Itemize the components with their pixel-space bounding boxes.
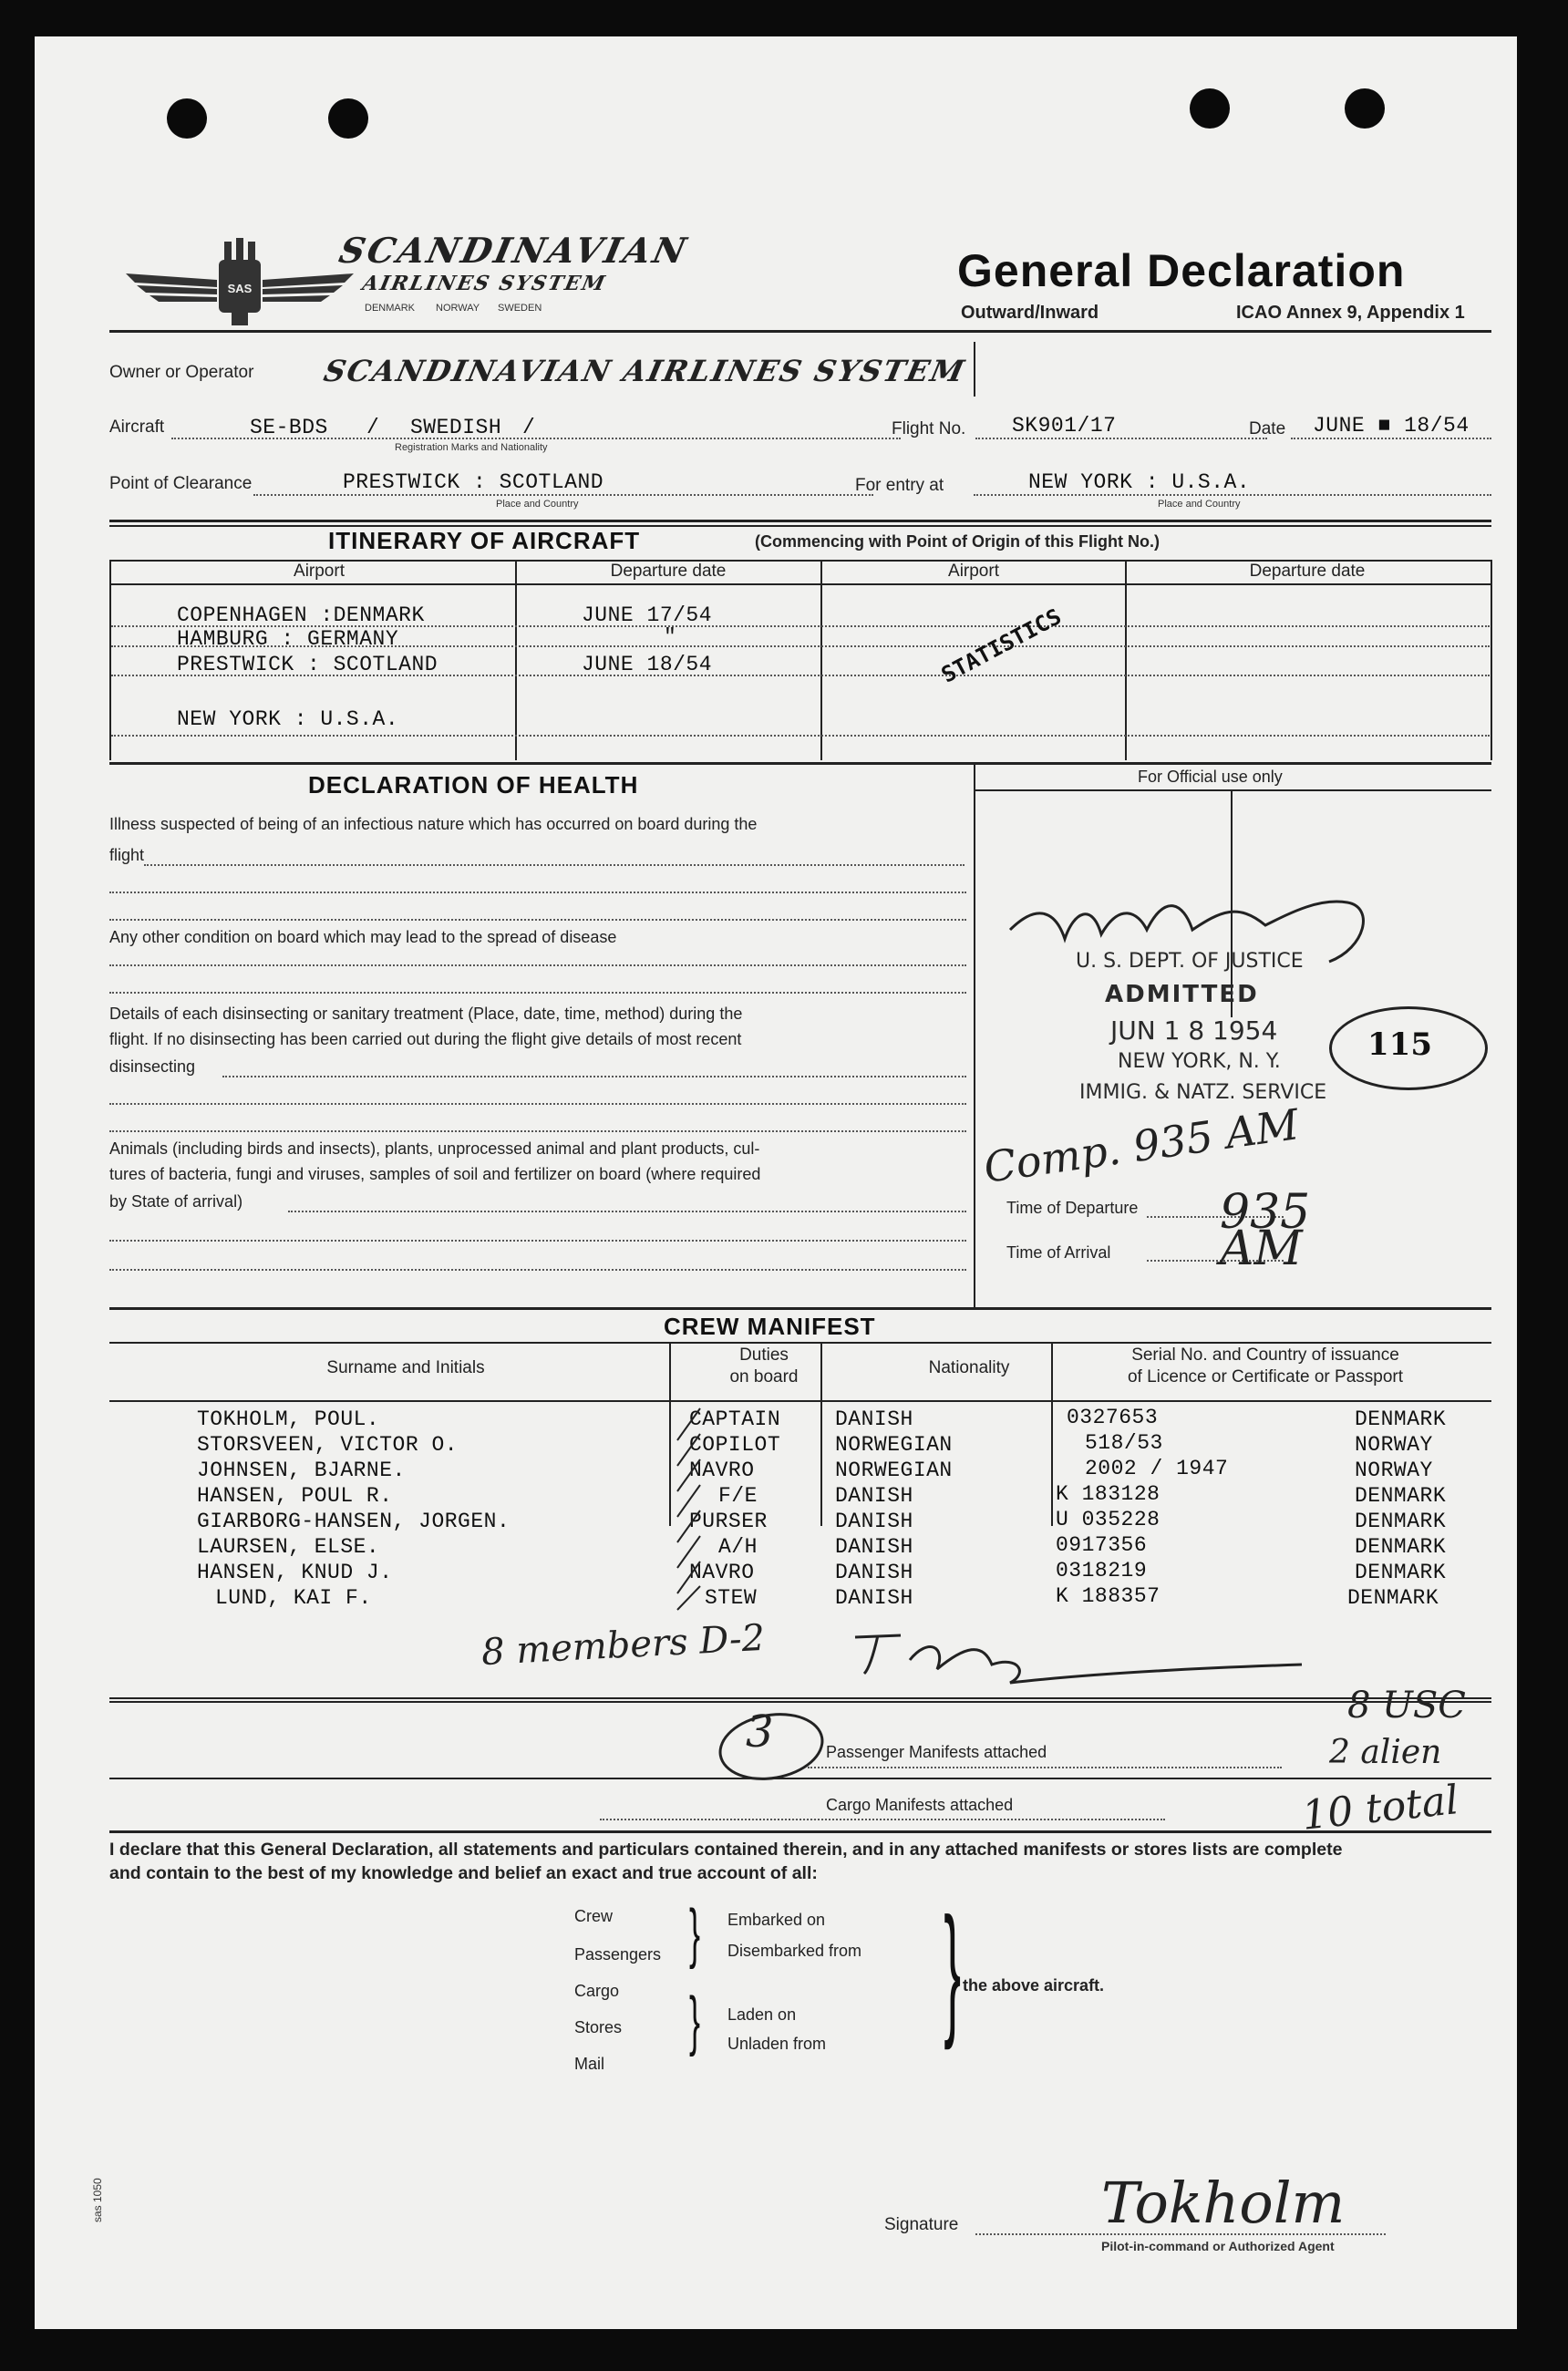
- signature-label: Signature: [884, 2215, 959, 2234]
- form-code: sas 1050: [91, 2178, 104, 2222]
- itinerary-rule: [109, 525, 1491, 527]
- crew-serial: K 183128: [1056, 1482, 1161, 1506]
- crew-nationality: DANISH: [835, 1561, 913, 1584]
- itinerary-airport: HAMBURG : GERMANY: [177, 627, 399, 651]
- itinerary-col: [1125, 560, 1127, 760]
- crew-title: CREW MANIFEST: [664, 1313, 876, 1340]
- health-answer-line: [109, 1240, 966, 1242]
- entry-line: [974, 494, 1491, 496]
- crew-duty: F/E: [718, 1484, 758, 1508]
- itinerary-date: ": [664, 625, 677, 649]
- form-title: General Declaration: [957, 245, 1406, 296]
- cargo-rule: [109, 1778, 1491, 1779]
- crew-name: JOHNSEN, BJARNE.: [197, 1459, 406, 1482]
- crew-header-serial: of Licence or Certificate or Passport: [1127, 1367, 1404, 1387]
- health-question: flight: [109, 846, 145, 864]
- crew-country: DENMARK: [1355, 1535, 1447, 1559]
- itinerary-date: JUNE 18/54: [582, 653, 713, 676]
- header-rule: [109, 330, 1491, 333]
- health-answer-line: [109, 1103, 966, 1105]
- itinerary-col: [820, 560, 822, 760]
- crew-col: [1051, 1342, 1053, 1526]
- passenger-rule: [109, 1697, 1491, 1699]
- declaration-rule: [109, 1830, 1491, 1833]
- crew-header-serial: Serial No. and Country of issuance: [1131, 1345, 1399, 1365]
- crew-duty: CAPTAIN: [689, 1407, 781, 1431]
- crew-name: LUND, KAI F.: [215, 1586, 372, 1610]
- manifest-note-total: 10 total: [1299, 1777, 1461, 1840]
- crew-serial: 518/53: [1085, 1431, 1163, 1455]
- crew-duty: A/H: [718, 1535, 758, 1559]
- crew-handwritten-note: 8 members D-2: [480, 1616, 767, 1675]
- declaration-item-stores: Stores: [574, 2018, 623, 2036]
- above-aircraft: the above aircraft.: [963, 1976, 1105, 1995]
- aircraft-caption: Registration Marks and Nationality: [395, 442, 548, 453]
- entry-value: NEW YORK : U.S.A.: [1028, 470, 1251, 494]
- itinerary-header-bottom: [109, 583, 1491, 585]
- itinerary-header-airport: Airport: [294, 562, 345, 581]
- cargo-line: [600, 1819, 1165, 1820]
- itinerary-col: [515, 560, 517, 760]
- cargo-label: Cargo Manifests attached: [826, 1796, 1014, 1814]
- admitted-stamp-city: NEW YORK, N. Y.: [1118, 1050, 1281, 1073]
- brace-icon: }: [689, 1897, 701, 1970]
- airline-subname: AIRLINES SYSTEM: [360, 272, 609, 295]
- owner-label: Owner or Operator: [109, 363, 254, 382]
- clearance-label: Point of Clearance: [109, 474, 253, 493]
- clearance-line: [253, 494, 873, 496]
- declaration-item-crew: Crew: [574, 1907, 614, 1925]
- passenger-line: [808, 1767, 1282, 1768]
- arrival-label: Time of Arrival: [1006, 1243, 1111, 1262]
- admitted-stamp-service: IMMIG. & NATZ. SERVICE: [1079, 1081, 1327, 1104]
- crew-duty: PURSER: [689, 1510, 768, 1533]
- crew-serial: 0318219: [1056, 1559, 1148, 1582]
- brace-icon: }: [944, 1887, 962, 2050]
- owner-divider: [974, 342, 975, 397]
- crew-header-nationality: Nationality: [928, 1358, 1010, 1377]
- crew-col: [669, 1342, 671, 1526]
- clearance-value: PRESTWICK : SCOTLAND: [343, 470, 604, 494]
- itinerary-header-departure: Departure date: [610, 562, 727, 581]
- manifest-note-alien: 2 alien: [1329, 1734, 1442, 1771]
- crew-header-bottom: [109, 1400, 1491, 1402]
- crew-country: NORWAY: [1355, 1459, 1433, 1482]
- crew-country: DENMARK: [1355, 1484, 1447, 1508]
- health-question: Animals (including birds and insects), plants, unprocessed animal and plant products, cul-: [109, 1139, 760, 1158]
- crew-country: DENMARK: [1355, 1561, 1447, 1584]
- date-label: Date: [1249, 419, 1286, 438]
- punch-hole: [1190, 88, 1230, 129]
- passenger-count-circle: [714, 1705, 830, 1788]
- health-question: Illness suspected of being of an infectious nature which has occurred on board during the: [109, 815, 758, 833]
- crew-nationality: DANISH: [835, 1535, 913, 1559]
- health-title: DECLARATION OF HEALTH: [308, 771, 639, 799]
- declaration-text: I declare that this General Declaration, all statements and particulars contained therein, and in any attached manifests or stores lists are complete: [109, 1840, 1343, 1860]
- unladen-from: Unladen from: [727, 2035, 827, 2053]
- captain-signature: Tokholm: [1101, 2170, 1346, 2236]
- crew-header-top: [109, 1342, 1491, 1344]
- health-answer-line: [109, 892, 966, 893]
- declaration-item-cargo: Cargo: [574, 1982, 620, 2000]
- crew-duty: STEW: [705, 1586, 758, 1610]
- health-question: tures of bacteria, fungi and viruses, samples of soil and fertilizer on board (where required: [109, 1165, 761, 1183]
- date-value: JUNE ■ 18/54: [1313, 414, 1470, 438]
- crew-note-signature: [846, 1619, 1320, 1692]
- crew-serial: K 188357: [1056, 1584, 1161, 1608]
- stamp-number: 115: [1367, 1026, 1432, 1063]
- passenger-rule: [109, 1701, 1491, 1703]
- crew-nationality: NORWEGIAN: [835, 1433, 953, 1457]
- airline-name: SCANDINAVIAN: [335, 230, 693, 271]
- crew-nationality: NORWEGIAN: [835, 1459, 953, 1482]
- itinerary-row-line: [111, 735, 1490, 737]
- itinerary-subtitle: (Commencing with Point of Origin of this Flight No.): [755, 532, 1160, 551]
- flight-line: [975, 438, 1267, 439]
- comp-note: Comp. 935 AM: [980, 1099, 1303, 1192]
- health-question: disinsecting: [109, 1057, 196, 1076]
- crew-country: NORWAY: [1355, 1433, 1433, 1457]
- health-rule: [109, 762, 1491, 765]
- manifest-note-usc: 8 USC: [1347, 1685, 1466, 1727]
- entry-caption: Place and Country: [1158, 499, 1241, 510]
- health-answer-line: [222, 1076, 966, 1077]
- health-answer-line: [109, 919, 966, 921]
- aircraft-label: Aircraft: [109, 418, 165, 437]
- crew-country: DENMARK: [1355, 1510, 1447, 1533]
- itinerary-airport: NEW YORK : U.S.A.: [177, 707, 399, 731]
- official-title: For Official use only: [1138, 768, 1283, 786]
- punch-hole: [328, 98, 368, 139]
- crew-serial: 0917356: [1056, 1533, 1148, 1557]
- aircraft-slash: /: [366, 416, 380, 439]
- crew-duty: NAVRO: [689, 1561, 755, 1584]
- crew-name: HANSEN, POUL R.: [197, 1484, 393, 1508]
- health-question: by State of arrival): [109, 1192, 243, 1211]
- crew-nationality: DANISH: [835, 1586, 913, 1610]
- health-answer-line: [109, 1130, 966, 1132]
- crew-serial: 0327653: [1067, 1406, 1159, 1429]
- brace-icon: }: [689, 1984, 701, 2057]
- crew-header-duties: on board: [729, 1367, 799, 1387]
- health-answer-line: [109, 964, 966, 966]
- crew-col: [820, 1342, 822, 1526]
- admitted-stamp-title: ADMITTED: [1105, 981, 1259, 1008]
- health-question: Any other condition on board which may lead to the spread of disease: [109, 928, 617, 946]
- passenger-count: 3: [746, 1706, 774, 1758]
- country-denmark: DENMARK: [365, 303, 416, 314]
- admitted-stamp-dept: U. S. DEPT. OF JUSTICE: [1076, 950, 1304, 973]
- crew-name: TOKHOLM, POUL.: [197, 1407, 380, 1431]
- duty-tick-marks: [673, 1404, 709, 1613]
- disembarked-from: Disembarked from: [727, 1942, 862, 1960]
- aircraft-nationality: SWEDISH: [410, 416, 502, 439]
- crew-serial: U 035228: [1056, 1508, 1161, 1531]
- owner-value: SCANDINAVIAN AIRLINES SYSTEM: [320, 354, 969, 388]
- declaration-item-mail: Mail: [574, 2055, 605, 2073]
- departure-label: Time of Departure: [1006, 1199, 1139, 1217]
- form-subtitle: Outward/Inward: [961, 303, 1099, 323]
- crew-header-name: Surname and Initials: [326, 1358, 485, 1377]
- crew-name: GIARBORG-HANSEN, JORGEN.: [197, 1510, 511, 1533]
- crew-nationality: DANISH: [835, 1407, 913, 1431]
- crew-name: LAURSEN, ELSE.: [197, 1535, 380, 1559]
- health-divider: [974, 762, 975, 1307]
- declaration-text: and contain to the best of my knowledge and belief an exact and true account of all:: [109, 1863, 818, 1883]
- flight-number: SK901/17: [1012, 414, 1117, 438]
- arrival-time: 935 AM: [1220, 1185, 1311, 1276]
- icao-reference: ICAO Annex 9, Appendix 1: [1236, 303, 1465, 323]
- aircraft-slash: /: [522, 416, 536, 439]
- logo-text: SAS: [227, 282, 253, 295]
- itinerary-col: [109, 560, 111, 760]
- embarked-on: Embarked on: [727, 1911, 826, 1929]
- admitted-stamp-date: JUN 1 8 1954: [1110, 1015, 1278, 1046]
- itinerary-header-airport: Airport: [948, 562, 999, 581]
- itinerary-header-departure: Departure date: [1249, 562, 1366, 581]
- date-line: [1291, 438, 1491, 439]
- declaration-item-passengers: Passengers: [574, 1945, 662, 1964]
- sas-logo-icon: [117, 232, 363, 333]
- itinerary-rule: [109, 520, 1491, 522]
- itinerary-airport: COPENHAGEN :DENMARK: [177, 603, 425, 627]
- country-sweden: SWEDEN: [498, 303, 542, 314]
- aircraft-registration: SE-BDS: [250, 416, 328, 439]
- punch-hole: [167, 98, 207, 139]
- health-answer-line: [109, 1269, 966, 1271]
- itinerary-date: JUNE 17/54: [582, 603, 713, 627]
- flight-label: Flight No.: [892, 419, 966, 438]
- country-norway: NORWAY: [436, 303, 480, 314]
- punch-hole: [1345, 88, 1385, 129]
- itinerary-airport: PRESTWICK : SCOTLAND: [177, 653, 438, 676]
- entry-label: For entry at: [855, 476, 944, 495]
- health-answer-line: [109, 992, 966, 994]
- laden-on: Laden on: [727, 2005, 797, 2024]
- health-answer-line: [144, 864, 965, 866]
- crew-nationality: DANISH: [835, 1484, 913, 1508]
- crew-rule: [109, 1307, 1491, 1310]
- crew-country: DENMARK: [1347, 1586, 1439, 1610]
- crew-duty: COPILOT: [689, 1433, 781, 1457]
- crew-country: DENMARK: [1355, 1407, 1447, 1431]
- crew-name: STORSVEEN, VICTOR O.: [197, 1433, 459, 1457]
- itinerary-col: [1491, 560, 1492, 760]
- official-rule: [975, 789, 1491, 791]
- health-question: flight. If no disinsecting has been carried out during the flight give details of most recent: [109, 1030, 742, 1048]
- statistics-stamp: STATISTICS: [937, 603, 1066, 688]
- health-question: Details of each disinsecting or sanitary treatment (Place, date, time, method) during the: [109, 1005, 743, 1023]
- crew-name: HANSEN, KNUD J.: [197, 1561, 393, 1584]
- itinerary-title: ITINERARY OF AIRCRAFT: [328, 527, 641, 554]
- passenger-label: Passenger Manifests attached: [826, 1743, 1047, 1761]
- crew-serial: 2002 / 1947: [1085, 1457, 1229, 1480]
- crew-header-duties: Duties: [739, 1345, 789, 1365]
- clearance-caption: Place and Country: [496, 499, 579, 510]
- health-answer-line: [288, 1211, 966, 1212]
- crew-duty: NAVRO: [689, 1459, 755, 1482]
- declaration-form: [35, 36, 1517, 2329]
- signature-caption: Pilot-in-command or Authorized Agent: [1101, 2239, 1335, 2253]
- crew-nationality: DANISH: [835, 1510, 913, 1533]
